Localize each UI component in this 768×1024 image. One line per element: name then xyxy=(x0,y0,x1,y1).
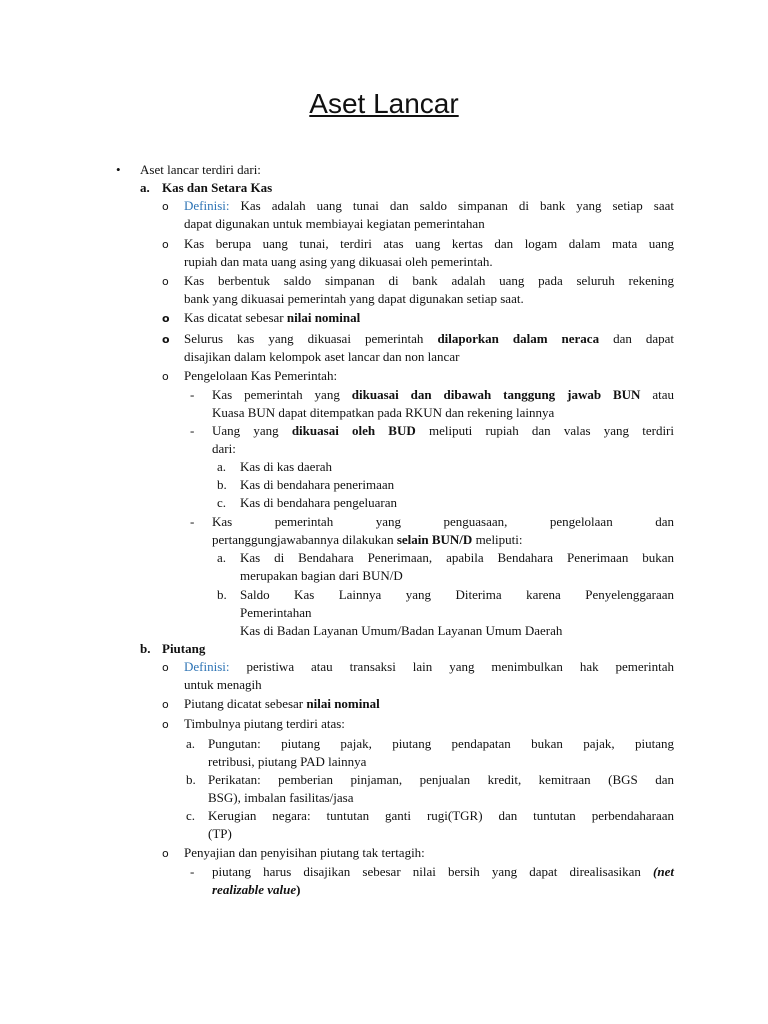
penyajian-item: piutang harus disajikan sebesar nilai bersih yang dapat direalisasikan (net xyxy=(212,864,674,879)
sec-b-item-3: Timbulnya piutang terdiri atas: xyxy=(184,716,345,731)
definition-label: Definisi: xyxy=(184,659,230,674)
sec-a-definition: Definisi: Kas adalah uang tunai dan saldo simpanan di bank yang setiap saat xyxy=(184,198,675,213)
alpha-marker: a. xyxy=(217,550,227,565)
circle-marker: o xyxy=(162,718,169,731)
alpha-marker: b. xyxy=(217,477,227,492)
sec-a-item-3-cont: bank yang dikuasai pemerintah yang dapat digunakan setiap saat. xyxy=(184,291,524,306)
alpha-marker: b. xyxy=(217,587,227,602)
dash-marker: - xyxy=(190,423,195,438)
section-a-heading: Kas dan Setara Kas xyxy=(162,180,273,195)
alpha-marker: a. xyxy=(217,459,227,474)
circle-marker: o xyxy=(162,698,169,711)
sec-a-item-3: Kas berbentuk saldo simpanan di bank adalah uang pada seluruh rekening xyxy=(184,273,674,288)
alpha-marker: c. xyxy=(186,808,196,823)
uang-bud-item: Uang yang dikuasai oleh BUD meliputi rupiah dan valas yang terdiri xyxy=(212,423,674,438)
selain-sub-b: Saldo Kas Lainnya yang Diterima karena Penyelenggaraan xyxy=(240,587,674,602)
circle-marker: o xyxy=(162,312,170,325)
sec-a-item-2-cont: rupiah dan mata uang asing yang dikuasai oleh pemerintah. xyxy=(184,254,493,269)
bud-sub-a: Kas di kas daerah xyxy=(240,459,333,474)
selain-bund-item: Kas pemerintah yang penguasaan, pengelolaan dan xyxy=(212,514,674,529)
timbul-sub-b: Perikatan: pemberian pinjaman, penjualan kredit, kemitraan (BGS dan xyxy=(208,772,674,787)
sec-b-item-2: Piutang dicatat sebesar nilai nominal xyxy=(184,696,380,711)
kas-pemerintah-item-cont: Kuasa BUN dapat ditempatkan pada RKUN dan rekening lainnya xyxy=(212,405,555,420)
circle-marker: o xyxy=(162,275,169,288)
alpha-marker: c. xyxy=(217,495,227,510)
timbul-sub-a: Pungutan: piutang pajak, piutang pendapatan bukan pajak, piutang xyxy=(208,736,674,751)
selain-bund-item-cont: pertanggungjawabannya dilakukan selain BUN/D meliputi: xyxy=(212,532,523,547)
circle-marker: o xyxy=(162,661,169,674)
definition-label: Definisi: xyxy=(184,198,230,213)
intro-text: Aset lancar terdiri dari: xyxy=(140,162,261,177)
selain-sub-a: Kas di Bendahara Penerimaan, apabila Bendahara Penerimaan bukan xyxy=(240,550,674,565)
dash-marker: - xyxy=(190,387,195,402)
sec-a-item-4: Kas dicatat sebesar nilai nominal xyxy=(184,310,361,325)
sec-a-definition-cont: dapat digunakan untuk membiayai kegiatan pemerintahan xyxy=(184,216,485,231)
timbul-sub-b-cont: BSG), imbalan fasilitas/jasa xyxy=(208,790,354,805)
sec-a-item-5: Selurus kas yang dikuasai pemerintah dilaporkan dalam neraca dan dapat xyxy=(184,331,675,346)
penyajian-item-cont: realizable value) xyxy=(212,882,301,897)
sec-a-item-5-cont: disajikan dalam kelompok aset lancar dan non lancar xyxy=(184,349,460,364)
selain-sub-b-cont-2: Kas di Badan Layanan Umum/Badan Layanan Umum Daerah xyxy=(240,623,563,638)
section-b-heading: Piutang xyxy=(162,641,206,656)
circle-marker: o xyxy=(162,238,169,251)
sec-a-item-6: Pengelolaan Kas Pemerintah: xyxy=(184,368,338,383)
bud-sub-c: Kas di bendahara pengeluaran xyxy=(240,495,398,510)
sec-a-item-2: Kas berupa uang tunai, terdiri atas uang kertas dan logam dalam mata uang xyxy=(184,236,674,251)
circle-marker: o xyxy=(162,370,169,383)
bullet-marker: • xyxy=(116,162,121,177)
timbul-sub-c: Kerugian negara: tuntutan ganti rugi(TGR) dan tuntutan perbendaharaan xyxy=(208,808,674,823)
dash-marker: - xyxy=(190,864,195,879)
circle-marker: o xyxy=(162,200,169,213)
sec-b-item-4: Penyajian dan penyisihan piutang tak tertagih: xyxy=(184,845,425,860)
section-b-marker: b. xyxy=(140,641,151,656)
timbul-sub-c-cont: (TP) xyxy=(208,826,232,841)
uang-bud-item-cont: dari: xyxy=(212,441,236,456)
timbul-sub-a-cont: retribusi, piutang PAD lainnya xyxy=(208,754,367,769)
selain-sub-a-cont: merupakan bagian dari BUN/D xyxy=(240,568,403,583)
page-title: Aset Lancar xyxy=(309,88,459,119)
alpha-marker: a. xyxy=(186,736,196,751)
alpha-marker: b. xyxy=(186,772,196,787)
section-a-marker: a. xyxy=(140,180,150,195)
sec-b-definition: Definisi: peristiwa atau transaksi lain yang menimbulkan hak pemerintah xyxy=(184,659,674,674)
dash-marker: - xyxy=(190,514,195,529)
kas-pemerintah-item: Kas pemerintah yang dikuasai dan dibawah tanggung jawab BUN atau xyxy=(212,387,675,402)
selain-sub-b-cont: Pemerintahan xyxy=(240,605,312,620)
bud-sub-b: Kas di bendahara penerimaan xyxy=(240,477,395,492)
circle-marker: o xyxy=(162,847,169,860)
circle-marker: o xyxy=(162,333,170,346)
sec-b-definition-cont: untuk menagih xyxy=(184,677,262,692)
